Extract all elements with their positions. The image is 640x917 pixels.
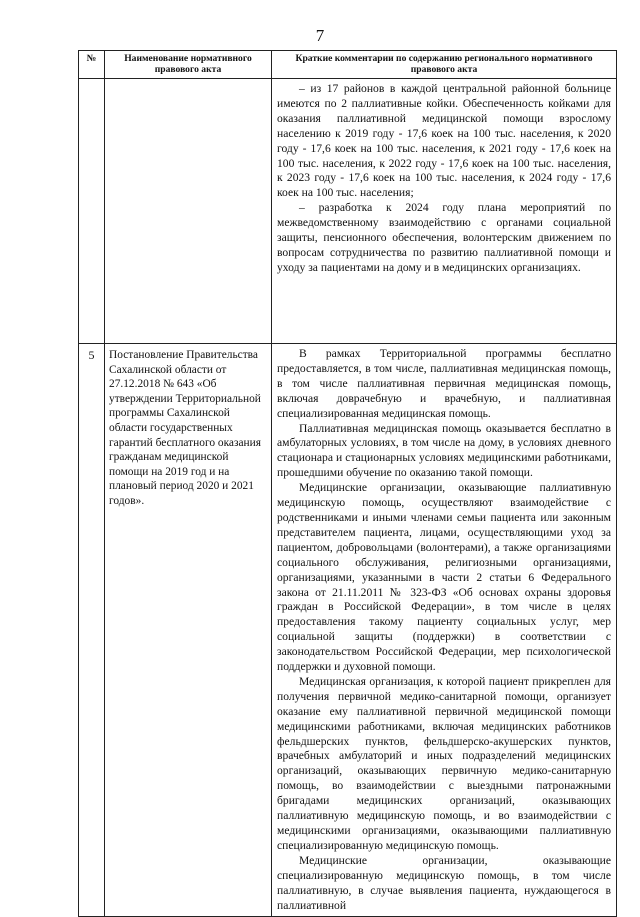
- document-table: [78, 50, 617, 917]
- comment-cell: [272, 344, 617, 917]
- comment-paragraph: – из 17 районов в каждой центральной районной больнице имеются по 2 паллиативные койки. Обеспеченность койками для оказания паллиативной медицинской помощи взрослому населению к 2019 году - 17,6 коек на 100 тыс. населения, к 2020 году - 17,6 коек на 100 тыс. населения, к 2021 году - 17,6 коек на 100 тыс. населения, к 2022 году - 17,6 коек на 100 тыс. населения, к 2023 году - 17,6 коек на 100 тыс. населения, к 2024 году - 17,6 коек на 100 тыс. населения;: [277, 82, 611, 200]
- table-row: [79, 344, 617, 917]
- header-number: №: [79, 51, 105, 79]
- comment-paragraph: Паллиативная медицинская помощь оказывается бесплатно в амбулаторных условиях, в том числе на дому, в условиях дневного стационара и стационарных условиях медицинскими работниками, прошедшими обучение по оказанию такой помощи.: [277, 421, 611, 480]
- header-act-name: Наименование нормативного правового акта: [105, 51, 272, 79]
- comment-paragraph: В рамках Территориальной программы бесплатно предоставляется, в том числе, паллиативная медицинская помощь, в том числе паллиативная первичная медицинская помощь, включая доврачебную и врачебную, и паллиативная специализированная медицинская помощь.: [277, 347, 611, 420]
- act-name-cell: Постановление Правительства Сахалинской области от 27.12.2018 № 643 «Об утверждении Территориальной программы Сахалинской области государственных гарантий бесплатного оказания гражданам медицинской помощи на 2019 год и на плановый период 2020 и 2021 годов».: [105, 344, 272, 917]
- table-row: [79, 79, 617, 344]
- comment-paragraph: Медицинские организации, оказывающие паллиативную медицинскую помощь, осуществляют взаимодействие с родственниками и иными членами семьи пациента или законным представителем пациента, лицами, осуществляющими уход за пациентом, добровольцами (волонтерами), а также организациями социального обслуживания, религиозными организациями, организациями, указанными в части 2 статьи 6 Федерального закона от 21.11.2011 № 323-ФЗ «Об основах охраны здоровья граждан в Российской Федерации», в том числе в целях предоставления такому пациенту социальных услуг, мер социальной защиты (поддержки) в соответствии с законодательством Российской Федерации, мер психологической поддержки и духовной помощи.: [277, 481, 611, 674]
- act-name-cell: [105, 79, 272, 344]
- page-number: 7: [315, 26, 325, 45]
- comment-paragraph: – разработка к 2024 году плана мероприятий по межведомственному взаимодействию с органами социальной защиты, пенсионного обеспечения, волонтерским движением по вопросам сотрудничества по развитию паллиативной помощи и уходу за пациентами на дому и в медицинских организациях.: [277, 201, 611, 274]
- row-number: [79, 79, 105, 344]
- comment-cell: [272, 79, 617, 344]
- comment-paragraph: Медицинские организации, оказывающие специализированную медицинскую помощь, в том числе паллиативную, в случае выявления пациента, нуждающегося в паллиативной: [277, 853, 611, 912]
- table-header-row: [79, 51, 617, 79]
- row-number: 5: [79, 344, 105, 917]
- comment-paragraph: Медицинская организация, к которой пациент прикреплен для получения первичной медико-санитарной помощи, организует оказание ему паллиативной первичной медицинской помощи медицинскими работниками, включая медицинских работников фельдшерских пунктов, фельдшерско-акушерских пунктов, врачебных амбулаторий и иных подразделений медицинских организаций, оказывающих первичную медико-санитарную помощь, во взаимодействии с выездными патронажными бригадами медицинских организаций, оказывающих паллиативную медицинскую помощь, и во взаимодействии с медицинскими организациями, оказывающими паллиативную специализированную медицинскую помощь.: [277, 674, 611, 852]
- header-comments: Краткие комментарии по содержанию регионального нормативного правового акта: [272, 51, 617, 79]
